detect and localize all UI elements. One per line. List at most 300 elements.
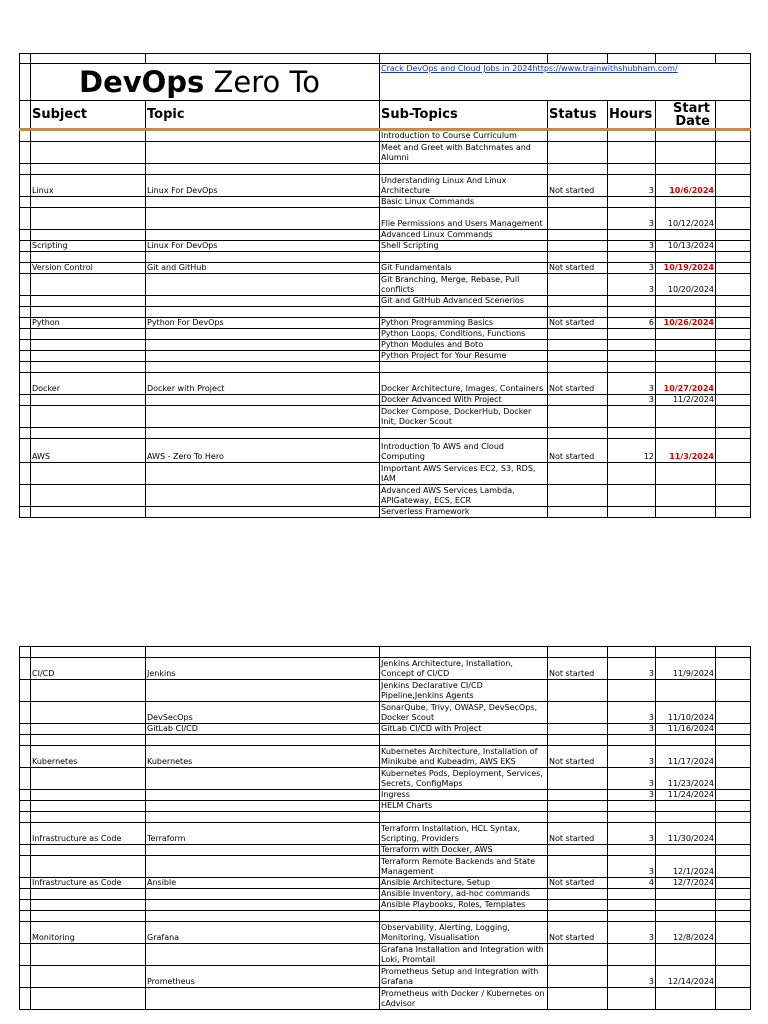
row-margin-cell <box>20 340 31 351</box>
subtopic-cell: Ansible Playbooks, Roles, Templates <box>380 900 548 911</box>
row-margin-cell <box>20 307 31 318</box>
row-margin-cell <box>20 647 31 658</box>
topic-cell <box>146 329 380 340</box>
row-margin-cell <box>20 463 31 485</box>
start-date-cell <box>656 351 716 362</box>
subject-cell <box>31 485 146 507</box>
topic-cell <box>146 208 380 230</box>
subtopic-cell: Prometheus Setup and Integration with Grafana <box>380 966 548 988</box>
status-cell <box>548 889 608 900</box>
status-cell: Not started <box>548 439 608 463</box>
subtopic-cell: Ansible Inventory, ad-hoc commands <box>380 889 548 900</box>
topic-cell <box>146 768 380 790</box>
row-end-cell <box>716 296 751 307</box>
row-end-cell <box>716 307 751 318</box>
start-date-cell <box>656 130 716 142</box>
table-row <box>20 351 751 362</box>
table-row <box>20 208 751 230</box>
hours-cell <box>608 911 656 922</box>
row-end-cell <box>716 889 751 900</box>
hours-cell <box>608 230 656 241</box>
row-end-cell <box>716 988 751 1010</box>
subject-cell: CI/CD <box>31 658 146 680</box>
status-cell <box>548 208 608 230</box>
table-row <box>20 197 751 208</box>
table-row <box>20 130 751 142</box>
topic-cell: Git and GitHub <box>146 263 380 274</box>
table-row <box>20 307 751 318</box>
table-row <box>20 241 751 252</box>
subtopic-cell: Ingress <box>380 790 548 801</box>
hours-cell <box>608 296 656 307</box>
topic-cell: Kubernetes <box>146 746 380 768</box>
topic-cell <box>146 230 380 241</box>
hours-cell <box>608 845 656 856</box>
hours-cell: 3 <box>608 395 656 406</box>
row-margin-cell <box>20 241 31 252</box>
subtopic-cell: Ansible Architecture, Setup <box>380 878 548 889</box>
row-end-cell <box>716 878 751 889</box>
subject-cell: Scripting <box>31 241 146 252</box>
row-margin-cell <box>20 439 31 463</box>
row-margin-cell <box>20 889 31 900</box>
table-row <box>20 702 751 724</box>
subtopic-cell: Observability, Alerting, Logging, Monitoring, Visualisation <box>380 922 548 944</box>
hours-cell: 3 <box>608 274 656 296</box>
row-margin-cell <box>20 845 31 856</box>
start-date-cell <box>656 197 716 208</box>
status-cell <box>548 406 608 428</box>
table-row <box>20 175 751 197</box>
table-row <box>20 329 751 340</box>
status-cell <box>548 735 608 746</box>
table-row <box>20 142 751 164</box>
row-end-cell <box>716 230 751 241</box>
start-date-cell: 11/3/2024 <box>656 439 716 463</box>
topic-cell <box>146 197 380 208</box>
header-subtopics: Sub-Topics <box>380 101 548 130</box>
hours-cell: 3 <box>608 922 656 944</box>
row-end-cell <box>716 463 751 485</box>
subject-cell <box>31 724 146 735</box>
start-date-cell <box>656 340 716 351</box>
table-row <box>20 318 751 329</box>
status-cell <box>548 944 608 966</box>
header-row <box>20 101 751 130</box>
table-row <box>20 878 751 889</box>
header-hours: Hours <box>608 101 656 130</box>
subtopic-cell: SonarQube, Trivy, OWASP, DevSecOps, Docker Scout <box>380 702 548 724</box>
topic-cell <box>146 856 380 878</box>
subject-cell: Infrastructure as Code <box>31 878 146 889</box>
status-cell <box>548 900 608 911</box>
status-cell <box>548 362 608 373</box>
status-cell: Not started <box>548 922 608 944</box>
row-margin-cell <box>20 900 31 911</box>
table-row <box>20 746 751 768</box>
subject-cell: Python <box>31 318 146 329</box>
start-date-cell <box>656 647 716 658</box>
topic-cell: Grafana <box>146 922 380 944</box>
subtopic-cell: Introduction To AWS and Cloud Computing <box>380 439 548 463</box>
topic-cell <box>146 801 380 812</box>
row-end-cell <box>716 735 751 746</box>
start-date-cell: 11/10/2024 <box>656 702 716 724</box>
status-cell <box>548 507 608 518</box>
subject-cell <box>31 296 146 307</box>
subtopic-cell: Introduction to Course Curriculum <box>380 130 548 142</box>
status-cell <box>548 647 608 658</box>
status-cell <box>548 340 608 351</box>
row-margin-cell <box>20 362 31 373</box>
status-cell: Not started <box>548 263 608 274</box>
start-date-cell: 10/26/2024 <box>656 318 716 329</box>
start-date-cell: 10/19/2024 <box>656 263 716 274</box>
row-end-cell <box>716 812 751 823</box>
row-margin-cell <box>20 329 31 340</box>
subtopic-cell: Terraform Installation, HCL Syntax, Scripting, Providers <box>380 823 548 845</box>
row-end-cell <box>716 362 751 373</box>
subtopic-cell <box>380 307 548 318</box>
row-margin-cell <box>20 735 31 746</box>
promo-link-cell[interactable] <box>380 64 751 101</box>
subject-cell <box>31 274 146 296</box>
topic-cell <box>146 790 380 801</box>
topic-cell: Docker with Project <box>146 373 380 395</box>
topic-cell <box>146 362 380 373</box>
start-date-cell <box>656 296 716 307</box>
hours-cell: 3 <box>608 241 656 252</box>
table-row <box>20 164 751 175</box>
promo-link-text[interactable]: Crack DevOps and Cloud Jobs in 2024 <box>381 64 533 73</box>
subtopic-cell: Kubernetes Architecture, Installation of Minikube and Kubeadm, AWS EKS <box>380 746 548 768</box>
subtopic-cell: Python Loops, Conditions, Functions <box>380 329 548 340</box>
topic-cell: Linux For DevOps <box>146 241 380 252</box>
topic-cell <box>146 130 380 142</box>
subject-cell <box>31 812 146 823</box>
table-row <box>20 230 751 241</box>
start-date-cell <box>656 463 716 485</box>
start-date-cell: 10/20/2024 <box>656 274 716 296</box>
subtopic-cell: Terraform Remote Backends and State Management <box>380 856 548 878</box>
status-cell <box>548 680 608 702</box>
table-row <box>20 845 751 856</box>
row-margin-cell <box>20 768 31 790</box>
subtopic-cell: Python Project for Your Resume <box>380 351 548 362</box>
subject-cell <box>31 230 146 241</box>
status-cell <box>548 230 608 241</box>
topic-cell: DevSecOps <box>146 702 380 724</box>
hours-cell <box>608 340 656 351</box>
hours-cell <box>608 485 656 507</box>
table-row <box>20 252 751 263</box>
hours-cell <box>608 307 656 318</box>
topic-cell: Terraform <box>146 823 380 845</box>
status-cell <box>548 988 608 1010</box>
row-end-cell <box>716 130 751 142</box>
header-subject: Subject <box>31 101 146 130</box>
status-cell <box>548 351 608 362</box>
status-cell <box>548 724 608 735</box>
title-rest: Zero To <box>204 65 321 99</box>
subtopic-cell <box>380 812 548 823</box>
start-date-cell <box>656 845 716 856</box>
subject-cell <box>31 768 146 790</box>
topic-cell <box>146 406 380 428</box>
topic-cell <box>146 988 380 1010</box>
status-cell <box>548 164 608 175</box>
subject-cell: AWS <box>31 439 146 463</box>
subject-cell <box>31 988 146 1010</box>
subject-cell: Infrastructure as Code <box>31 823 146 845</box>
status-cell <box>548 702 608 724</box>
start-date-cell: 10/12/2024 <box>656 208 716 230</box>
table-row <box>20 900 751 911</box>
start-date-cell <box>656 406 716 428</box>
row-margin-cell <box>20 922 31 944</box>
subject-cell <box>31 647 146 658</box>
row-margin-cell <box>20 658 31 680</box>
status-cell <box>548 130 608 142</box>
topic-cell <box>146 889 380 900</box>
topic-cell <box>146 647 380 658</box>
start-date-cell <box>656 900 716 911</box>
header-topic: Topic <box>146 101 380 130</box>
subtopic-cell: Docker Advanced With Project <box>380 395 548 406</box>
subtopic-cell <box>380 362 548 373</box>
subject-cell <box>31 790 146 801</box>
table-row <box>20 911 751 922</box>
hours-cell: 3 <box>608 208 656 230</box>
start-date-cell <box>656 889 716 900</box>
status-cell <box>548 856 608 878</box>
row-end-cell <box>716 329 751 340</box>
page-title <box>31 64 380 101</box>
table-row <box>20 889 751 900</box>
table-row <box>20 680 751 702</box>
start-date-cell <box>656 735 716 746</box>
status-cell <box>548 142 608 164</box>
status-cell <box>548 252 608 263</box>
topic-cell <box>146 428 380 439</box>
topic-cell <box>146 463 380 485</box>
subject-cell <box>31 944 146 966</box>
topic-cell <box>146 142 380 164</box>
table-row <box>20 406 751 428</box>
hours-cell <box>608 507 656 518</box>
row-end-cell <box>716 351 751 362</box>
status-cell <box>548 801 608 812</box>
hours-cell <box>608 812 656 823</box>
start-date-cell <box>656 428 716 439</box>
row-end-cell <box>716 406 751 428</box>
hours-cell <box>608 130 656 142</box>
subject-cell <box>31 340 146 351</box>
hours-cell: 3 <box>608 658 656 680</box>
start-date-cell: 12/8/2024 <box>656 922 716 944</box>
table-row <box>20 768 751 790</box>
table-row <box>20 658 751 680</box>
row-margin-cell <box>20 373 31 395</box>
topic-cell <box>146 351 380 362</box>
row-end-cell <box>716 395 751 406</box>
table-row <box>20 735 751 746</box>
table-row <box>20 373 751 395</box>
start-date-cell <box>656 988 716 1010</box>
row-end-cell <box>716 208 751 230</box>
subject-cell: Kubernetes <box>31 746 146 768</box>
row-margin-cell <box>20 680 31 702</box>
start-date-cell <box>656 362 716 373</box>
topic-cell <box>146 274 380 296</box>
start-date-cell: 11/17/2024 <box>656 746 716 768</box>
hours-cell: 3 <box>608 746 656 768</box>
row-margin-cell <box>20 428 31 439</box>
start-date-cell <box>656 812 716 823</box>
hours-cell <box>608 197 656 208</box>
hours-cell: 3 <box>608 263 656 274</box>
subject-cell <box>31 329 146 340</box>
table-row <box>20 988 751 1010</box>
row-end-cell <box>716 373 751 395</box>
row-end-cell <box>716 428 751 439</box>
hours-cell: 3 <box>608 856 656 878</box>
hours-cell <box>608 680 656 702</box>
subject-cell: Linux <box>31 175 146 197</box>
topic-cell <box>146 812 380 823</box>
subject-cell <box>31 856 146 878</box>
row-margin-cell <box>20 790 31 801</box>
row-margin-cell <box>20 485 31 507</box>
row-end-cell <box>716 966 751 988</box>
row-end-cell <box>716 164 751 175</box>
subtopic-cell <box>380 647 548 658</box>
hours-cell <box>608 252 656 263</box>
start-date-cell: 12/7/2024 <box>656 878 716 889</box>
subject-cell <box>31 801 146 812</box>
status-cell <box>548 911 608 922</box>
subtopic-cell: Shell Scripting <box>380 241 548 252</box>
row-margin-cell <box>20 812 31 823</box>
subject-cell <box>31 252 146 263</box>
row-margin-cell <box>20 878 31 889</box>
curriculum-table-top <box>19 53 751 518</box>
status-cell <box>548 790 608 801</box>
row-end-cell <box>716 856 751 878</box>
subtopic-cell: Important AWS Services EC2, S3, RDS, IAM <box>380 463 548 485</box>
title-row <box>20 64 751 101</box>
row-margin-cell <box>20 197 31 208</box>
start-date-cell: 11/9/2024 <box>656 658 716 680</box>
subtopic-cell <box>380 735 548 746</box>
start-date-cell <box>656 944 716 966</box>
subtopic-cell: Grafana Installation and Integration with Loki, Promtail <box>380 944 548 966</box>
row-end-cell <box>716 702 751 724</box>
start-date-cell <box>656 507 716 518</box>
subject-cell <box>31 130 146 142</box>
subtopic-cell: Kubernetes Pods, Deployment, Services, Secrets, ConfigMaps <box>380 768 548 790</box>
subtopic-cell: Docker Compose, DockerHub, Docker Init, Docker Scout <box>380 406 548 428</box>
hours-cell: 3 <box>608 768 656 790</box>
status-cell <box>548 296 608 307</box>
subtopic-cell: Flie Permissions and Users Management <box>380 208 548 230</box>
status-cell: Not started <box>548 823 608 845</box>
row-end-cell <box>716 911 751 922</box>
topic-cell <box>146 845 380 856</box>
subject-cell <box>31 889 146 900</box>
start-date-cell <box>656 911 716 922</box>
subtopic-cell: Docker Architecture, Images, Containers <box>380 373 548 395</box>
row-end-cell <box>716 768 751 790</box>
topic-cell: Ansible <box>146 878 380 889</box>
hours-cell: 6 <box>608 318 656 329</box>
row-margin-cell <box>20 702 31 724</box>
subtopic-cell <box>380 164 548 175</box>
row-margin-cell <box>20 164 31 175</box>
status-cell <box>548 845 608 856</box>
status-cell <box>548 428 608 439</box>
table-row <box>20 790 751 801</box>
row-end-cell <box>716 252 751 263</box>
table-row <box>20 944 751 966</box>
subject-cell <box>31 680 146 702</box>
topic-cell: Jenkins <box>146 658 380 680</box>
hours-cell: 3 <box>608 175 656 197</box>
row-margin-cell <box>20 274 31 296</box>
status-cell <box>548 329 608 340</box>
subtopic-cell: Meet and Greet with Batchmates and Alumni <box>380 142 548 164</box>
subject-cell <box>31 362 146 373</box>
status-cell: Not started <box>548 373 608 395</box>
topic-cell <box>146 307 380 318</box>
status-cell: Not started <box>548 878 608 889</box>
start-date-cell: 11/23/2024 <box>656 768 716 790</box>
row-margin-cell <box>20 130 31 142</box>
status-cell <box>548 274 608 296</box>
table-row <box>20 263 751 274</box>
curriculum-sheet-bottom <box>19 646 750 1010</box>
subtopic-cell: Understanding Linux And Linux Architecture <box>380 175 548 197</box>
title-bold: DevOps <box>79 65 205 99</box>
subtopic-cell <box>380 911 548 922</box>
topic-cell <box>146 485 380 507</box>
subject-cell <box>31 142 146 164</box>
subtopic-cell: Terraform with Docker, AWS <box>380 845 548 856</box>
start-date-cell <box>656 230 716 241</box>
hours-cell <box>608 164 656 175</box>
website-link[interactable]: https://www.trainwithshubham.com/ <box>532 64 678 73</box>
topic-cell <box>146 296 380 307</box>
table-row <box>20 428 751 439</box>
hours-cell: 3 <box>608 823 656 845</box>
row-end-cell <box>716 507 751 518</box>
subtopic-cell: Git and GitHub Advanced Scenerios <box>380 296 548 307</box>
status-cell: Not started <box>548 746 608 768</box>
row-end-cell <box>716 823 751 845</box>
row-end-cell <box>716 845 751 856</box>
status-cell <box>548 241 608 252</box>
subject-cell <box>31 351 146 362</box>
row-end-cell <box>716 746 751 768</box>
hours-cell: 3 <box>608 373 656 395</box>
status-cell: Not started <box>548 658 608 680</box>
row-margin-cell <box>20 252 31 263</box>
row-margin-cell <box>20 318 31 329</box>
start-date-cell: 12/14/2024 <box>656 966 716 988</box>
hours-cell <box>608 142 656 164</box>
start-date-cell <box>656 307 716 318</box>
row-end-cell <box>716 724 751 735</box>
